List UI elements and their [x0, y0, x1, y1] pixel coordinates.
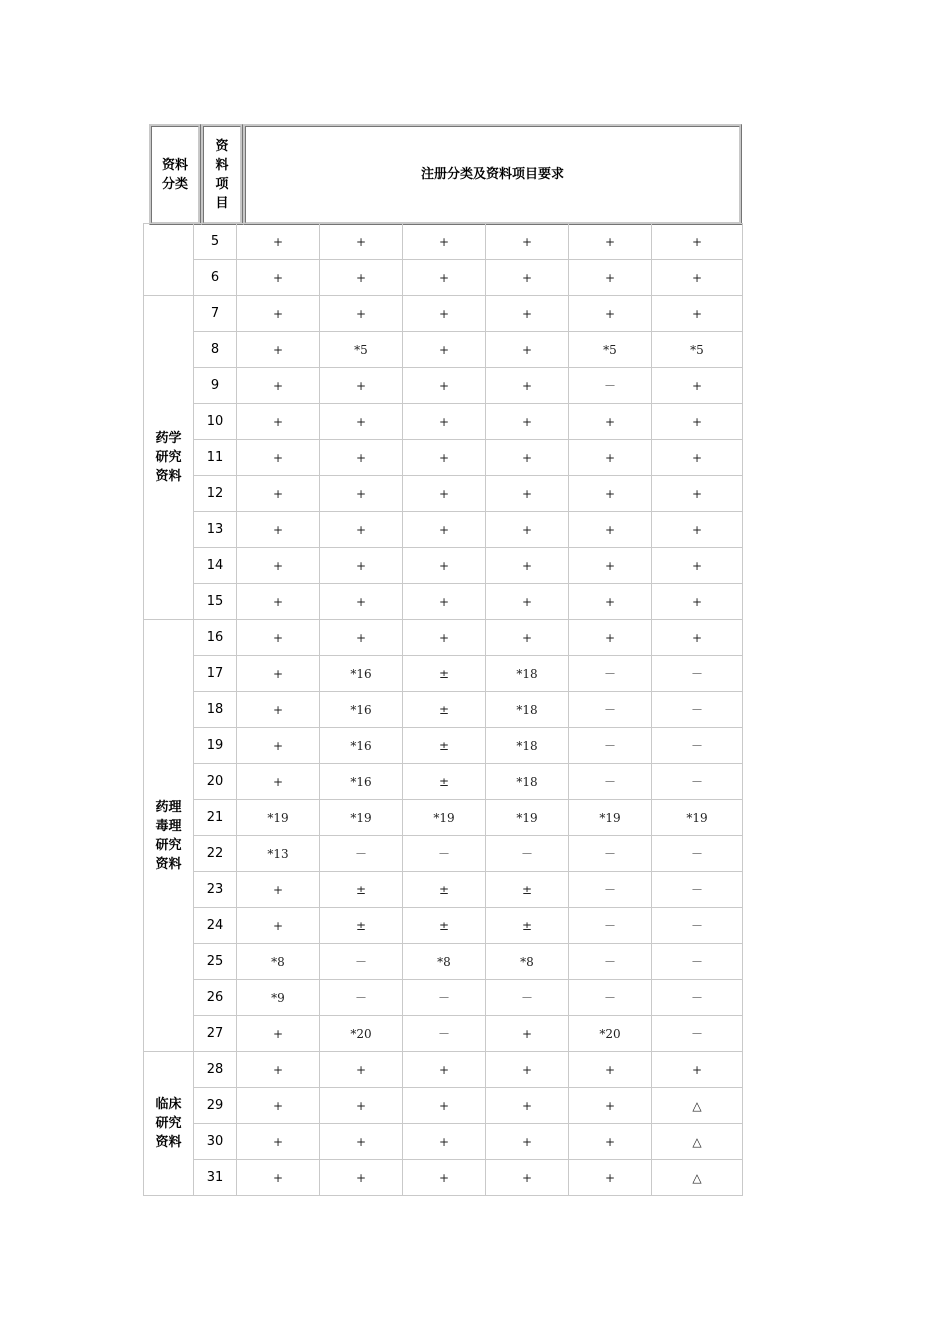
requirement-cell: － [569, 980, 652, 1016]
requirement-cell: + [569, 1160, 652, 1196]
requirement-cell: + [320, 296, 403, 332]
requirement-cell: ± [403, 728, 486, 764]
requirement-cell: + [569, 224, 652, 260]
table-body [144, 224, 743, 1196]
requirement-cell: + [237, 620, 320, 656]
table-row [144, 368, 743, 404]
requirement-cell: + [237, 1124, 320, 1160]
requirement-cell: *20 [569, 1016, 652, 1052]
requirement-cell: + [237, 1160, 320, 1196]
requirement-cell: + [569, 1052, 652, 1088]
item-number-cell: 29 [194, 1088, 237, 1124]
requirement-cell: + [320, 584, 403, 620]
item-number-cell: 13 [194, 512, 237, 548]
requirement-cell: + [486, 1088, 569, 1124]
table-row [144, 1016, 743, 1052]
requirement-cell: + [320, 224, 403, 260]
table-row [144, 800, 743, 836]
requirement-cell: *20 [320, 1016, 403, 1052]
item-number-cell: 15 [194, 584, 237, 620]
requirement-cell: + [652, 476, 743, 512]
requirement-cell: + [403, 1088, 486, 1124]
table-row [144, 1160, 743, 1196]
requirement-cell: － [569, 368, 652, 404]
table-row [144, 476, 743, 512]
requirement-cell: *19 [652, 800, 743, 836]
requirement-cell: + [569, 1088, 652, 1124]
requirement-cell: △ [652, 1124, 743, 1160]
requirement-cell: *19 [569, 800, 652, 836]
requirement-cell: － [652, 656, 743, 692]
table-row [144, 512, 743, 548]
requirement-cell: + [486, 1016, 569, 1052]
item-number-cell: 18 [194, 692, 237, 728]
requirement-cell: + [403, 1160, 486, 1196]
table-row [144, 728, 743, 764]
requirement-cell: + [403, 404, 486, 440]
item-number-cell: 9 [194, 368, 237, 404]
item-number-cell: 7 [194, 296, 237, 332]
requirement-cell: + [403, 512, 486, 548]
requirement-cell: － [569, 872, 652, 908]
requirement-cell: + [403, 548, 486, 584]
requirement-cell: + [237, 512, 320, 548]
requirement-cell: + [237, 224, 320, 260]
table-row [144, 548, 743, 584]
requirement-cell: *8 [486, 944, 569, 980]
requirement-cell: + [569, 260, 652, 296]
category-label: 临床研究资料 [155, 1097, 182, 1150]
item-number-cell: 11 [194, 440, 237, 476]
requirement-cell: + [237, 548, 320, 584]
header-requirements-label: 注册分类及资料项目要求 [420, 167, 564, 182]
table-row [144, 692, 743, 728]
requirement-cell: － [652, 980, 743, 1016]
requirement-cell: *16 [320, 764, 403, 800]
table-row [144, 1088, 743, 1124]
requirement-cell: + [237, 332, 320, 368]
requirement-cell: + [569, 584, 652, 620]
requirement-cell: *16 [320, 692, 403, 728]
table-row [144, 620, 743, 656]
requirement-cell: + [237, 404, 320, 440]
requirement-cell: + [237, 908, 320, 944]
requirement-cell: + [403, 440, 486, 476]
item-number-cell: 12 [194, 476, 237, 512]
requirement-cell: － [652, 728, 743, 764]
table-row [144, 764, 743, 800]
requirement-cell: *5 [320, 332, 403, 368]
requirement-cell: － [569, 944, 652, 980]
requirement-cell: + [486, 224, 569, 260]
requirement-cell: + [403, 260, 486, 296]
requirement-cell: － [403, 1016, 486, 1052]
category-label: 药学研究资料 [155, 431, 182, 484]
requirement-cell: △ [652, 1088, 743, 1124]
requirement-cell: + [320, 1160, 403, 1196]
item-number-cell: 24 [194, 908, 237, 944]
table-row [144, 584, 743, 620]
requirement-cell: + [320, 548, 403, 584]
requirement-cell: ± [403, 764, 486, 800]
requirement-cell: + [237, 476, 320, 512]
requirement-cell: + [237, 260, 320, 296]
table-row [144, 836, 743, 872]
requirement-cell: + [569, 1124, 652, 1160]
requirement-cell: + [486, 476, 569, 512]
requirement-cell: + [652, 296, 743, 332]
requirement-cell: + [403, 332, 486, 368]
requirement-cell: *9 [237, 980, 320, 1016]
item-number-cell: 31 [194, 1160, 237, 1196]
requirement-cell: + [403, 1052, 486, 1088]
item-number-cell: 17 [194, 656, 237, 692]
requirement-cell: + [237, 1016, 320, 1052]
table-row [144, 872, 743, 908]
requirement-cell: + [486, 260, 569, 296]
requirement-cell: + [237, 872, 320, 908]
requirement-cell: + [237, 764, 320, 800]
table-row [144, 944, 743, 980]
requirement-cell: + [486, 620, 569, 656]
requirement-cell: + [569, 476, 652, 512]
requirement-cell: ± [320, 908, 403, 944]
requirement-cell: *16 [320, 728, 403, 764]
requirement-cell: + [652, 260, 743, 296]
requirement-cell: *5 [652, 332, 743, 368]
requirement-cell: － [652, 1016, 743, 1052]
requirement-cell: + [237, 1088, 320, 1124]
requirement-cell: + [569, 512, 652, 548]
requirement-cell: + [320, 1124, 403, 1160]
requirement-cell: + [486, 1160, 569, 1196]
requirement-cell: + [320, 404, 403, 440]
category-cell [144, 1052, 194, 1196]
table-row [144, 224, 743, 260]
requirement-cell: + [403, 224, 486, 260]
requirement-cell: － [403, 980, 486, 1016]
header-item [201, 124, 243, 225]
item-number-cell: 22 [194, 836, 237, 872]
table-row [144, 1124, 743, 1160]
requirement-cell: － [652, 764, 743, 800]
requirement-cell: + [320, 476, 403, 512]
table-row [144, 296, 743, 332]
requirement-cell: + [569, 620, 652, 656]
requirement-cell: △ [652, 1160, 743, 1196]
requirement-cell: + [652, 368, 743, 404]
requirement-cell: ± [486, 908, 569, 944]
requirement-cell: + [237, 692, 320, 728]
requirement-cell: + [486, 1052, 569, 1088]
table-header [149, 124, 742, 225]
requirement-cell: + [320, 1052, 403, 1088]
requirement-cell: + [403, 1124, 486, 1160]
header-category [149, 124, 201, 225]
category-label: 药理毒理研究资料 [155, 799, 182, 872]
requirement-cell: + [237, 296, 320, 332]
requirement-cell: + [237, 728, 320, 764]
item-number-cell: 20 [194, 764, 237, 800]
requirement-cell: － [569, 656, 652, 692]
requirement-cell: + [486, 440, 569, 476]
table-row [144, 908, 743, 944]
requirement-cell: + [320, 368, 403, 404]
requirement-cell: + [652, 548, 743, 584]
requirement-cell: + [486, 296, 569, 332]
requirement-cell: + [569, 404, 652, 440]
requirement-cell: *19 [403, 800, 486, 836]
requirement-cell: + [652, 440, 743, 476]
requirement-cell: + [569, 548, 652, 584]
requirement-cell: + [486, 1124, 569, 1160]
requirement-cell: － [569, 836, 652, 872]
requirement-cell: *18 [486, 728, 569, 764]
requirement-cell: － [652, 908, 743, 944]
item-number-cell: 19 [194, 728, 237, 764]
item-number-cell: 21 [194, 800, 237, 836]
requirement-cell: *8 [237, 944, 320, 980]
requirement-cell: － [569, 692, 652, 728]
item-number-cell: 28 [194, 1052, 237, 1088]
table-row [144, 656, 743, 692]
requirement-cell: *13 [237, 836, 320, 872]
requirement-cell: + [486, 584, 569, 620]
requirements-table [143, 223, 742, 1196]
requirement-cell: + [320, 1088, 403, 1124]
item-number-cell: 26 [194, 980, 237, 1016]
item-number-cell: 27 [194, 1016, 237, 1052]
item-number-cell: 6 [194, 260, 237, 296]
requirement-cell: + [403, 620, 486, 656]
item-number-cell: 23 [194, 872, 237, 908]
requirement-cell: － [569, 764, 652, 800]
item-number-cell: 10 [194, 404, 237, 440]
header-requirements [243, 124, 742, 225]
item-number-cell: 25 [194, 944, 237, 980]
requirement-cell: － [652, 692, 743, 728]
requirement-cell: + [569, 296, 652, 332]
requirement-cell: － [320, 944, 403, 980]
table-row [144, 1052, 743, 1088]
requirement-cell: ± [403, 656, 486, 692]
requirement-cell: ± [403, 872, 486, 908]
requirement-cell: + [652, 620, 743, 656]
requirement-cell: + [403, 584, 486, 620]
requirement-cell: － [403, 836, 486, 872]
requirement-cell: + [320, 512, 403, 548]
requirement-cell: + [652, 1052, 743, 1088]
requirement-cell: + [652, 584, 743, 620]
item-number-cell: 8 [194, 332, 237, 368]
requirement-cell: + [237, 440, 320, 476]
category-cell [144, 296, 194, 620]
item-number-cell: 5 [194, 224, 237, 260]
requirement-cell: + [652, 224, 743, 260]
requirement-cell: + [486, 548, 569, 584]
table-row [144, 260, 743, 296]
requirement-cell: *19 [237, 800, 320, 836]
requirement-cell: + [486, 512, 569, 548]
requirement-cell: *18 [486, 656, 569, 692]
requirement-cell: － [320, 980, 403, 1016]
requirement-cell: + [237, 368, 320, 404]
requirement-cell: + [237, 656, 320, 692]
requirement-cell: － [486, 836, 569, 872]
table-row [144, 980, 743, 1016]
requirement-cell: － [652, 836, 743, 872]
requirement-cell: + [486, 332, 569, 368]
requirement-cell: *8 [403, 944, 486, 980]
requirement-cell: － [652, 944, 743, 980]
item-number-cell: 16 [194, 620, 237, 656]
table-row [144, 440, 743, 476]
requirement-cell: ± [320, 872, 403, 908]
requirement-cell: － [320, 836, 403, 872]
requirement-cell: + [320, 260, 403, 296]
requirement-cell: *19 [320, 800, 403, 836]
requirement-cell: ± [403, 908, 486, 944]
item-number-cell: 14 [194, 548, 237, 584]
requirement-cell: － [486, 980, 569, 1016]
requirement-cell: + [569, 440, 652, 476]
requirement-cell: + [486, 404, 569, 440]
requirement-cell: + [652, 512, 743, 548]
requirement-cell: ± [403, 692, 486, 728]
requirement-cell: *16 [320, 656, 403, 692]
requirement-cell: + [237, 584, 320, 620]
category-cell [144, 620, 194, 1052]
requirement-cell: + [486, 368, 569, 404]
header-item-label: 资料项目 [215, 138, 229, 211]
table-row [144, 404, 743, 440]
requirement-cell: *19 [486, 800, 569, 836]
table-row [144, 332, 743, 368]
requirement-cell: － [569, 908, 652, 944]
requirement-cell: *18 [486, 692, 569, 728]
requirement-cell: － [569, 728, 652, 764]
category-cell [144, 224, 194, 296]
requirement-cell: ± [486, 872, 569, 908]
requirement-cell: + [237, 1052, 320, 1088]
requirement-cell: *5 [569, 332, 652, 368]
requirement-cell: + [652, 404, 743, 440]
requirement-cell: + [403, 476, 486, 512]
requirement-cell: － [652, 872, 743, 908]
requirement-cell: + [320, 620, 403, 656]
header-category-label: 资料分类 [161, 157, 188, 192]
requirement-cell: + [403, 296, 486, 332]
item-number-cell: 30 [194, 1124, 237, 1160]
requirement-cell: + [403, 368, 486, 404]
requirement-cell: + [320, 440, 403, 476]
requirement-cell: *18 [486, 764, 569, 800]
